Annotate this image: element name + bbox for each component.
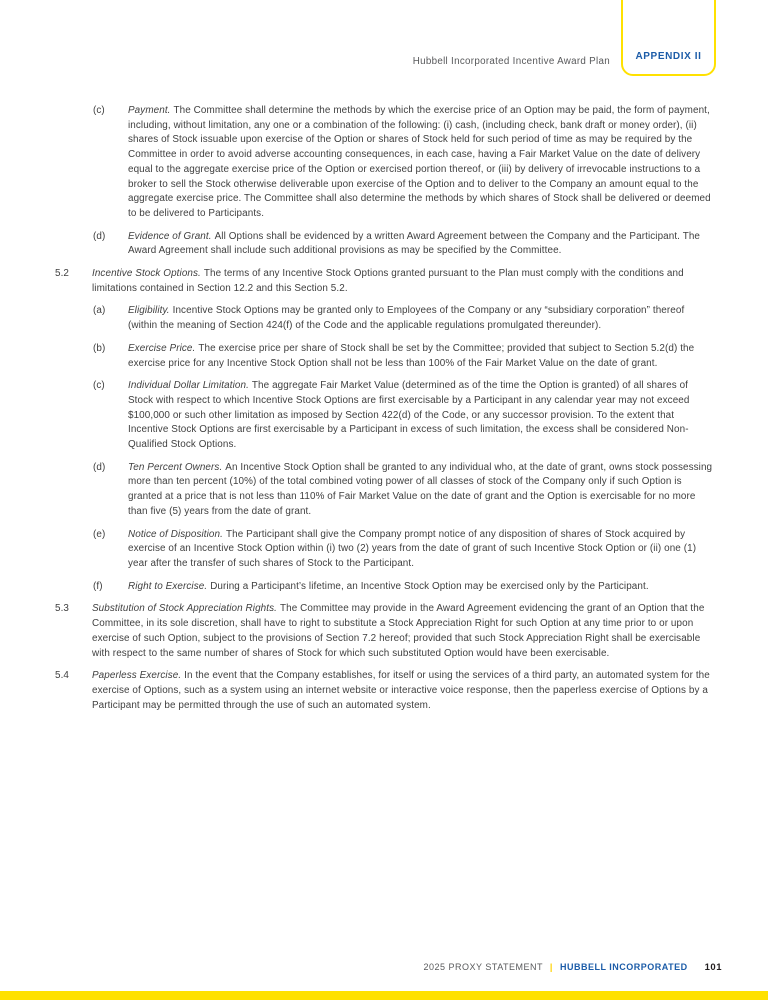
- section-body-text: The Committee may provide in the Award Agreement evidencing the grant of an Option that the Committee, in its sole discretion, shall have to right to substitute a Stock Appreciation Right for such Option at any time prior to or upon exercise of such Option, subject to the provisions of Section 7.2 hereof; provided that such Stock Appreciation Right shall be exercisable with respect to the same number of shares of Stock for which such substituted Option would have been exercisable.: [92, 603, 705, 659]
- item-text: [128, 342, 713, 371]
- item-lead: Right to Exercise.: [128, 580, 208, 592]
- page-footer: [424, 962, 722, 973]
- section-number: 5.3: [55, 603, 70, 615]
- item-label: (f): [93, 580, 103, 592]
- section-text: [92, 267, 713, 296]
- section-body-text: In the event that the Company establishes, for itself or using the services of a third party, an automated system for the exercise of Options, such as a system using an internet website or interactive voice response, then the paperless exercise of Options by a Participant may be permitted through the use of such an automated system.: [92, 670, 710, 711]
- section-lead: Paperless Exercise.: [92, 670, 182, 682]
- section-lead: Substitution of Stock Appreciation Rights.: [92, 603, 277, 615]
- item-text: [128, 230, 713, 259]
- item-label: (c): [93, 380, 105, 392]
- item-text: [128, 104, 713, 222]
- section-5-2: [55, 267, 713, 296]
- list-item-notice-of-disposition: [93, 528, 713, 572]
- item-body-text: The exercise price per share of Stock shall be set by the Committee; provided that subject to Section 5.2(d) the exercise price for any Incentive Stock Option shall not be less than 100% of the Fair Market Value on the date of grant.: [128, 342, 695, 369]
- item-body-text: The aggregate Fair Market Value (determined as of the time the Option is granted) of all shares of Stock with respect to which Incentive Stock Options are first exercisable by a Participant in any calendar year may not exceed $100,000 or such other limitation as imposed by Section 422(d) of the Code, or any successor provision. To the extent that Incentive Stock Options are first exercisable by a Participant in excess of such limitation, the excess shall be considered Non-Qualified Stock Options.: [128, 380, 690, 451]
- item-text: [128, 580, 713, 595]
- section-number: 5.2: [55, 268, 70, 280]
- item-body-text: Incentive Stock Options may be granted only to Employees of the Company or any “subsidiary corporation” thereof (within the meaning of Section 424(f) of the Code and the applicable regulations promulgated thereunder).: [128, 305, 685, 332]
- section-5-4: [55, 669, 713, 713]
- item-label: (b): [93, 342, 106, 354]
- list-item-payment: [93, 104, 713, 222]
- item-lead: Evidence of Grant.: [128, 230, 212, 242]
- item-lead: Eligibility.: [128, 305, 170, 317]
- item-label: (a): [93, 305, 106, 317]
- page-number: 101: [704, 962, 722, 973]
- list-item-evidence-of-grant: [93, 230, 713, 259]
- bottom-accent-bar: [0, 991, 768, 1000]
- item-lead: Notice of Disposition.: [128, 528, 223, 540]
- item-lead: Ten Percent Owners.: [128, 461, 223, 473]
- section-number: 5.4: [55, 670, 70, 682]
- item-body-text: The Committee shall determine the methods by which the exercise price of an Option may be paid, the form of payment, including, without limitation, any one or a combination of the following: (i) cash, (including check, bank draft or money order), (ii) shares of Stock issuable upon exercise of the Option or shares of Stock held for such period of time as may be required by the Committee in order to avoid adverse accounting consequences, in each case, having a Fair Market Value on the date of delivery equal to the aggregate exercise price of the Option or exercised portion thereof, or (iii) by delivery of irrevocable instructions to a broker to sell the Stock otherwise deliverable upon exercise of the Option and to deliver to the Company an amount equal to the aggregate exercise price. The Committee shall also determine the methods by which shares of Stock shall be delivered or deemed to be delivered to Participants.: [128, 105, 711, 219]
- list-item-ten-percent-owners: [93, 461, 713, 520]
- section-body-text: The terms of any Incentive Stock Options granted pursuant to the Plan must comply with the conditions and limitations contained in Section 12.2 and this Section 5.2.: [92, 268, 684, 294]
- item-text: [128, 461, 713, 520]
- appendix-label: APPENDIX II: [635, 51, 702, 62]
- section-text: [92, 669, 713, 713]
- item-text: [128, 304, 713, 333]
- item-text: [128, 528, 713, 572]
- item-lead: Payment.: [128, 105, 171, 116]
- item-lead: Exercise Price.: [128, 342, 196, 354]
- footer-proxy-statement: 2025 PROXY STATEMENT: [423, 962, 543, 972]
- section-5-3: [55, 602, 713, 661]
- item-lead: Individual Dollar Limitation.: [128, 380, 249, 392]
- item-body-text: All Options shall be evidenced by a written Award Agreement between the Company and the Participant. The Award Agreement shall include such additional provisions as may be specified by the Committee.: [128, 230, 701, 257]
- item-label: (e): [93, 528, 106, 540]
- section-text: [92, 602, 713, 661]
- list-item-eligibility: [93, 304, 713, 333]
- section-lead: Incentive Stock Options.: [92, 268, 201, 280]
- footer-separator: |: [549, 962, 553, 972]
- item-body-text: During a Participant’s lifetime, an Incentive Stock Option may be exercised only by the Participant.: [210, 580, 649, 592]
- item-label: (d): [93, 230, 106, 242]
- item-body-text: The Participant shall give the Company prompt notice of any disposition of shares of Stock acquired by exercise of an Incentive Stock Option within (i) two (2) years from the date of grant of such Incentive Stock Option or (ii) one (1) year after the transfer of such shares of Stock to the Participant.: [128, 528, 697, 569]
- item-body-text: An Incentive Stock Option shall be granted to any individual who, at the date of grant, owns stock possessing more than ten percent (10%) of the total combined voting power of all classes of stock of the Company only if such Option is granted at a price that is not less than 110% of Fair Market Value on the date of grant and the Option is exercisable for no more than five (5) years from the date of grant.: [128, 461, 713, 517]
- footer-brand: HUBBELL INCORPORATED: [559, 962, 688, 972]
- item-label: (c): [93, 105, 105, 116]
- item-text: [128, 379, 713, 453]
- document-body: [55, 104, 713, 721]
- list-item-exercise-price: [93, 342, 713, 371]
- list-item-individual-dollar-limitation: [93, 379, 713, 453]
- running-header: Hubbell Incorporated Incentive Award Plan: [412, 56, 610, 67]
- item-label: (d): [93, 461, 106, 473]
- appendix-tab: [621, 0, 716, 76]
- list-item-right-to-exercise: [93, 580, 713, 595]
